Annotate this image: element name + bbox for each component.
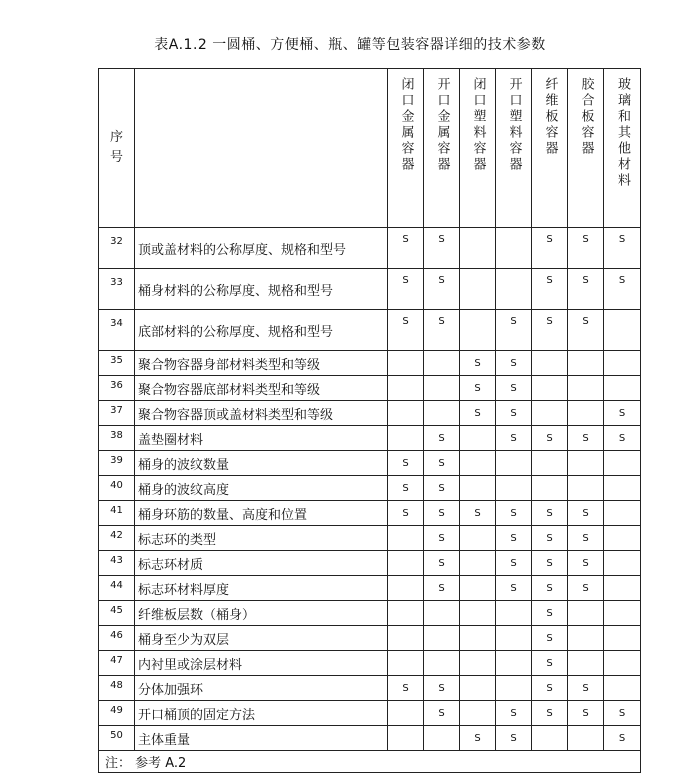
row-mark: S [424,676,460,701]
table-row [99,726,641,751]
row-mark [388,701,424,726]
table-row [99,310,641,351]
row-mark: S [424,501,460,526]
row-item-label: 桶身环筋的数量、高度和位置 [135,501,388,526]
row-mark [388,601,424,626]
row-mark: S [496,701,532,726]
row-mark [424,401,460,426]
row-mark [496,676,532,701]
seq-header-top: 序 [109,130,123,145]
row-mark [532,451,568,476]
table-row [99,476,641,501]
row-item-label: 内衬里或涂层材料 [135,651,388,676]
row-mark [568,651,604,676]
table-row [99,351,641,376]
row-mark: S [532,310,568,351]
row-mark [568,351,604,376]
row-mark: S [568,576,604,601]
row-mark [568,376,604,401]
row-mark: S [388,676,424,701]
row-item-label: 盖垫圈材料 [135,426,388,451]
row-mark [388,626,424,651]
row-mark [424,376,460,401]
row-number: 49 [99,701,135,726]
row-item-label: 底部材料的公称厚度、规格和型号 [135,310,388,351]
row-mark: S [532,651,568,676]
row-mark [424,626,460,651]
row-mark [604,576,641,601]
seq-header-bottom: 号 [109,150,123,165]
row-mark: S [388,310,424,351]
row-mark: S [496,526,532,551]
row-number: 34 [99,310,135,351]
row-number: 45 [99,601,135,626]
row-mark [532,476,568,501]
table-row [99,376,641,401]
row-mark [460,476,496,501]
row-mark [604,651,641,676]
row-mark: S [496,501,532,526]
row-mark: S [604,701,641,726]
row-mark [496,228,532,269]
row-number: 37 [99,401,135,426]
row-mark: S [424,269,460,310]
row-mark [424,726,460,751]
row-mark: S [424,310,460,351]
col-header-plywood: 胶合板容器 [568,69,604,228]
row-item-label: 开口桶顶的固定方法 [135,701,388,726]
row-mark [604,376,641,401]
row-mark: S [532,228,568,269]
table-row [99,601,641,626]
row-mark [496,651,532,676]
row-mark [424,601,460,626]
row-mark [532,726,568,751]
row-mark: S [388,228,424,269]
row-mark: S [532,551,568,576]
row-mark: S [532,426,568,451]
table-row [99,551,641,576]
col-header-glass-other: 玻璃和其他材料 [604,69,641,228]
row-mark [460,676,496,701]
col-header-closed-plastic: 闭口塑料容器 [460,69,496,228]
table-row [99,626,641,651]
row-item-label: 纤维板层数（桶身） [135,601,388,626]
row-mark: S [532,676,568,701]
row-item-label: 顶或盖材料的公称厚度、规格和型号 [135,228,388,269]
table-row [99,269,641,310]
row-mark: S [496,551,532,576]
row-mark: S [532,501,568,526]
row-mark [568,476,604,501]
col-header-open-metal: 开口金属容器 [424,69,460,228]
table-row [99,228,641,269]
row-mark [532,401,568,426]
row-mark: S [604,401,641,426]
row-item-label: 标志环材质 [135,551,388,576]
row-mark [604,526,641,551]
row-mark: S [460,501,496,526]
row-mark [388,726,424,751]
row-mark: S [532,626,568,651]
table-row [99,576,641,601]
row-item-label: 桶身的波纹高度 [135,476,388,501]
row-mark: S [496,351,532,376]
row-mark [496,601,532,626]
row-number: 44 [99,576,135,601]
table-row [99,651,641,676]
row-mark: S [568,310,604,351]
row-mark: S [496,426,532,451]
row-mark: S [568,426,604,451]
col-header-open-plastic: 开口塑料容器 [496,69,532,228]
row-mark [496,269,532,310]
row-mark [460,701,496,726]
note-row [99,751,641,773]
table-row [99,401,641,426]
row-mark: S [568,501,604,526]
row-mark [460,626,496,651]
row-mark: S [496,576,532,601]
row-mark: S [568,228,604,269]
row-mark [388,576,424,601]
row-number: 48 [99,676,135,701]
row-mark: S [424,576,460,601]
row-mark: S [424,551,460,576]
row-mark [568,726,604,751]
row-mark: S [568,676,604,701]
row-mark [460,601,496,626]
row-mark: S [496,310,532,351]
table-note: 注： 参考 A.2 [99,751,641,773]
row-mark: S [424,228,460,269]
row-item-label: 聚合物容器身部材料类型和等级 [135,351,388,376]
row-mark [604,451,641,476]
table-row [99,701,641,726]
row-mark: S [532,601,568,626]
row-mark: S [532,576,568,601]
col-header-closed-metal: 闭口金属容器 [388,69,424,228]
row-item-label: 分体加强环 [135,676,388,701]
row-item-label: 聚合物容器顶或盖材料类型和等级 [135,401,388,426]
row-mark: S [424,526,460,551]
row-mark: S [388,476,424,501]
row-mark [388,651,424,676]
row-mark [568,401,604,426]
table-row [99,451,641,476]
row-item-label: 桶身材料的公称厚度、规格和型号 [135,269,388,310]
row-mark: S [496,376,532,401]
row-mark [388,551,424,576]
table-row [99,526,641,551]
row-mark: S [424,701,460,726]
row-mark [496,451,532,476]
row-number: 46 [99,626,135,651]
row-number: 41 [99,501,135,526]
row-item-label: 桶身的波纹数量 [135,451,388,476]
row-mark [460,526,496,551]
row-item-label: 标志环的类型 [135,526,388,551]
row-mark [460,651,496,676]
row-mark [532,376,568,401]
row-number: 35 [99,351,135,376]
row-mark: S [568,551,604,576]
row-mark: S [604,269,641,310]
col-header-fiberboard: 纤维板容器 [532,69,568,228]
row-mark: S [460,726,496,751]
row-number: 38 [99,426,135,451]
row-mark [388,401,424,426]
row-number: 36 [99,376,135,401]
seq-header [99,69,135,228]
row-number: 40 [99,476,135,501]
row-number: 32 [99,228,135,269]
row-mark [388,376,424,401]
row-mark [460,426,496,451]
row-mark: S [568,526,604,551]
row-mark [388,351,424,376]
row-number: 33 [99,269,135,310]
row-mark: S [388,501,424,526]
row-mark: S [568,701,604,726]
row-number: 42 [99,526,135,551]
row-mark [460,551,496,576]
row-mark [388,426,424,451]
row-mark [604,676,641,701]
row-mark: S [460,351,496,376]
row-number: 43 [99,551,135,576]
row-mark: S [604,228,641,269]
row-mark: S [532,269,568,310]
row-number: 50 [99,726,135,751]
row-mark [388,526,424,551]
row-mark [568,601,604,626]
row-mark: S [532,526,568,551]
row-mark [604,551,641,576]
row-mark: S [460,401,496,426]
row-mark [604,310,641,351]
row-item-label: 桶身至少为双层 [135,626,388,651]
table-row [99,501,641,526]
row-mark [496,476,532,501]
row-mark [604,501,641,526]
row-item-label: 主体重量 [135,726,388,751]
row-mark: S [604,726,641,751]
row-mark: S [424,476,460,501]
header-row [99,69,641,228]
row-mark [604,476,641,501]
row-mark [460,228,496,269]
row-mark [568,626,604,651]
row-mark: S [388,451,424,476]
row-number: 47 [99,651,135,676]
row-mark: S [460,376,496,401]
spec-table [98,68,641,773]
row-mark: S [496,726,532,751]
row-mark [604,626,641,651]
item-header [135,69,388,228]
row-item-label: 标志环材料厚度 [135,576,388,601]
row-mark [424,651,460,676]
row-mark: S [496,401,532,426]
table-title: 表A.1.2 一圆桶、方便桶、瓶、罐等包装容器详细的技术参数 [154,37,546,53]
row-mark [568,451,604,476]
row-mark: S [568,269,604,310]
row-mark [604,601,641,626]
row-mark: S [424,451,460,476]
row-mark [460,576,496,601]
row-number: 39 [99,451,135,476]
row-mark: S [388,269,424,310]
row-item-label: 聚合物容器底部材料类型和等级 [135,376,388,401]
row-mark [496,626,532,651]
row-mark: S [424,426,460,451]
table-row [99,676,641,701]
row-mark [460,451,496,476]
row-mark: S [532,701,568,726]
row-mark [532,351,568,376]
row-mark [460,310,496,351]
row-mark [460,269,496,310]
table-row [99,426,641,451]
row-mark: S [604,426,641,451]
row-mark [424,351,460,376]
row-mark [604,351,641,376]
